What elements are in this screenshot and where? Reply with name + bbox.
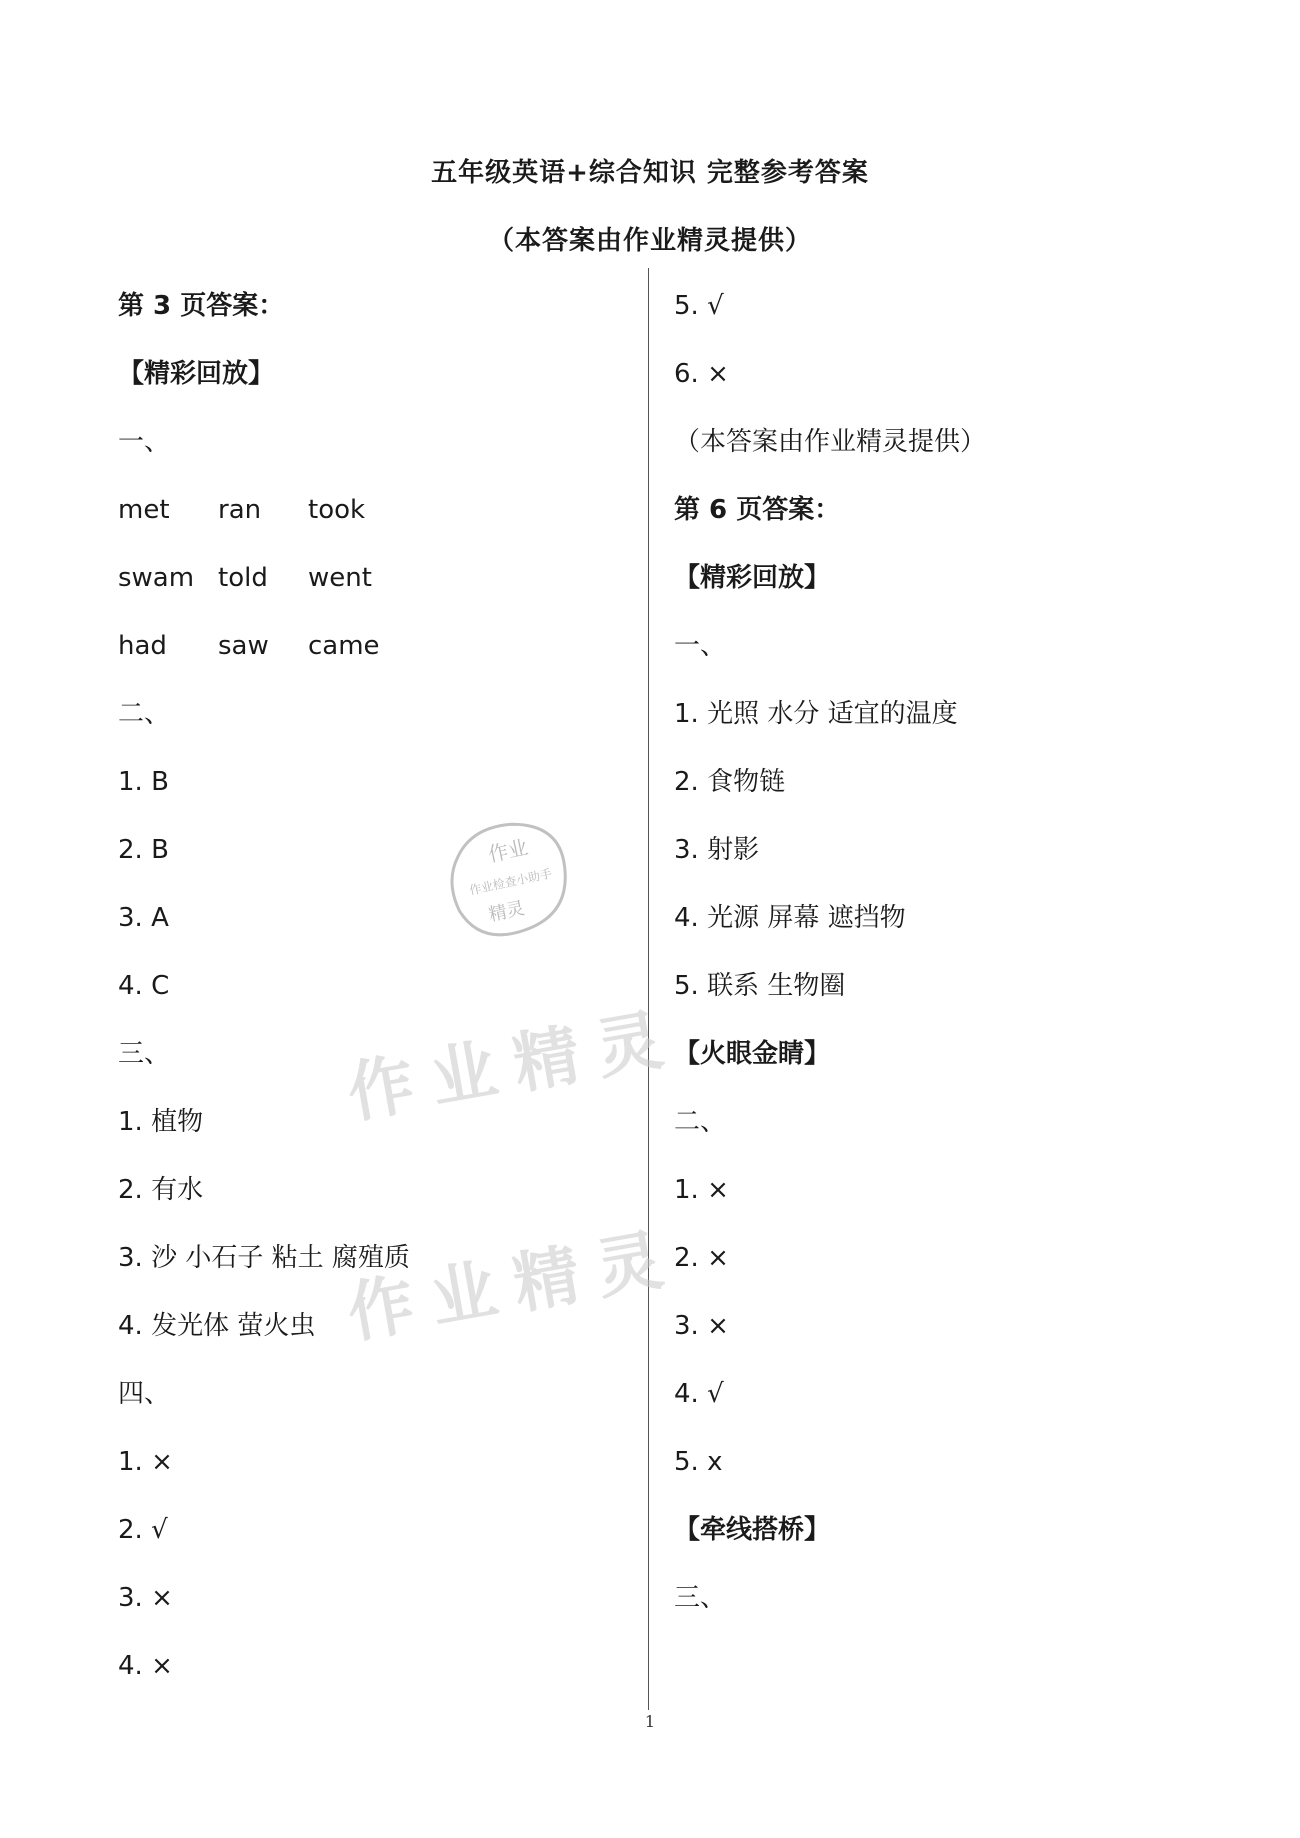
stamp-middle-text: 作业检查小助手 bbox=[468, 866, 554, 898]
section-heading: 【精彩回放】 bbox=[118, 359, 275, 389]
answer-word: swam bbox=[118, 563, 195, 593]
answer-word: ran bbox=[218, 495, 262, 525]
answer-line: 1. B bbox=[118, 767, 169, 797]
document-title: 五年级英语+综合知识 完整参考答案 bbox=[431, 158, 869, 188]
answer-word: told bbox=[218, 563, 268, 593]
answer-line: 6. × bbox=[674, 359, 729, 389]
section-heading: 【精彩回放】 bbox=[674, 563, 831, 593]
answer-line: 1. × bbox=[674, 1175, 729, 1205]
answer-line: 二、 bbox=[674, 1107, 727, 1137]
answer-line: 3. × bbox=[118, 1583, 173, 1613]
answer-line: 5. √ bbox=[674, 291, 724, 321]
answer-line bbox=[118, 612, 618, 680]
answer-word: met bbox=[118, 495, 170, 525]
answer-line: 4. 光源 屏幕 遮挡物 bbox=[674, 903, 906, 933]
answer-line: 1. 光照 水分 适宜的温度 bbox=[674, 699, 958, 729]
answer-line: 2. √ bbox=[118, 1515, 168, 1545]
answer-line bbox=[118, 476, 618, 544]
answer-line: 3. × bbox=[674, 1311, 729, 1341]
right-answer-column bbox=[674, 272, 1194, 1632]
watermark-text: 作业精灵 bbox=[341, 998, 687, 1133]
answer-line bbox=[118, 544, 618, 612]
answer-line: 4. √ bbox=[674, 1379, 724, 1409]
section-heading: 第 6 页答案： bbox=[674, 495, 841, 525]
stamp-bottom-text: 精灵 bbox=[486, 897, 527, 926]
answer-word: had bbox=[118, 631, 167, 661]
answer-line: 一、 bbox=[118, 427, 171, 457]
answer-word: saw bbox=[218, 631, 269, 661]
document-subtitle: （本答案由作业精灵提供） bbox=[487, 226, 812, 256]
answer-line: （本答案由作业精灵提供） bbox=[674, 427, 987, 457]
section-heading: 【火眼金睛】 bbox=[674, 1039, 831, 1069]
answer-line: 1. × bbox=[118, 1447, 173, 1477]
answer-word: came bbox=[308, 631, 380, 661]
stamp-logo bbox=[432, 804, 587, 955]
answer-line: 三、 bbox=[118, 1039, 171, 1069]
answer-line: 3. A bbox=[118, 903, 169, 933]
answer-line: 二、 bbox=[118, 699, 171, 729]
answer-line: 一、 bbox=[674, 631, 727, 661]
answer-line: 4. C bbox=[118, 971, 170, 1001]
answer-line: 4. 发光体 萤火虫 bbox=[118, 1311, 316, 1341]
answer-line: 4. × bbox=[118, 1651, 173, 1681]
section-heading: 【牵线搭桥】 bbox=[674, 1515, 831, 1545]
answer-line: 5. 联系 生物圈 bbox=[674, 971, 846, 1001]
answer-line: 5. x bbox=[674, 1447, 723, 1477]
left-answer-column bbox=[118, 272, 618, 1700]
section-heading: 第 3 页答案： bbox=[118, 291, 285, 321]
stamp-top-text: 作业 bbox=[486, 834, 531, 867]
answer-line: 2. B bbox=[118, 835, 169, 865]
answer-line: 2. × bbox=[674, 1243, 729, 1273]
watermark-text: 作业精灵 bbox=[341, 1218, 687, 1353]
answer-line: 三、 bbox=[674, 1583, 727, 1613]
answer-line: 3. 射影 bbox=[674, 835, 760, 865]
answer-line: 四、 bbox=[118, 1379, 171, 1409]
answer-word: went bbox=[308, 563, 372, 593]
answer-line: 2. 食物链 bbox=[674, 767, 786, 797]
answer-line: 3. 沙 小石子 粘土 腐殖质 bbox=[118, 1243, 410, 1273]
page-number: 1 bbox=[644, 1712, 656, 1731]
answer-line: 2. 有水 bbox=[118, 1175, 204, 1205]
answer-word: took bbox=[308, 495, 366, 525]
answer-line: 1. 植物 bbox=[118, 1107, 204, 1137]
